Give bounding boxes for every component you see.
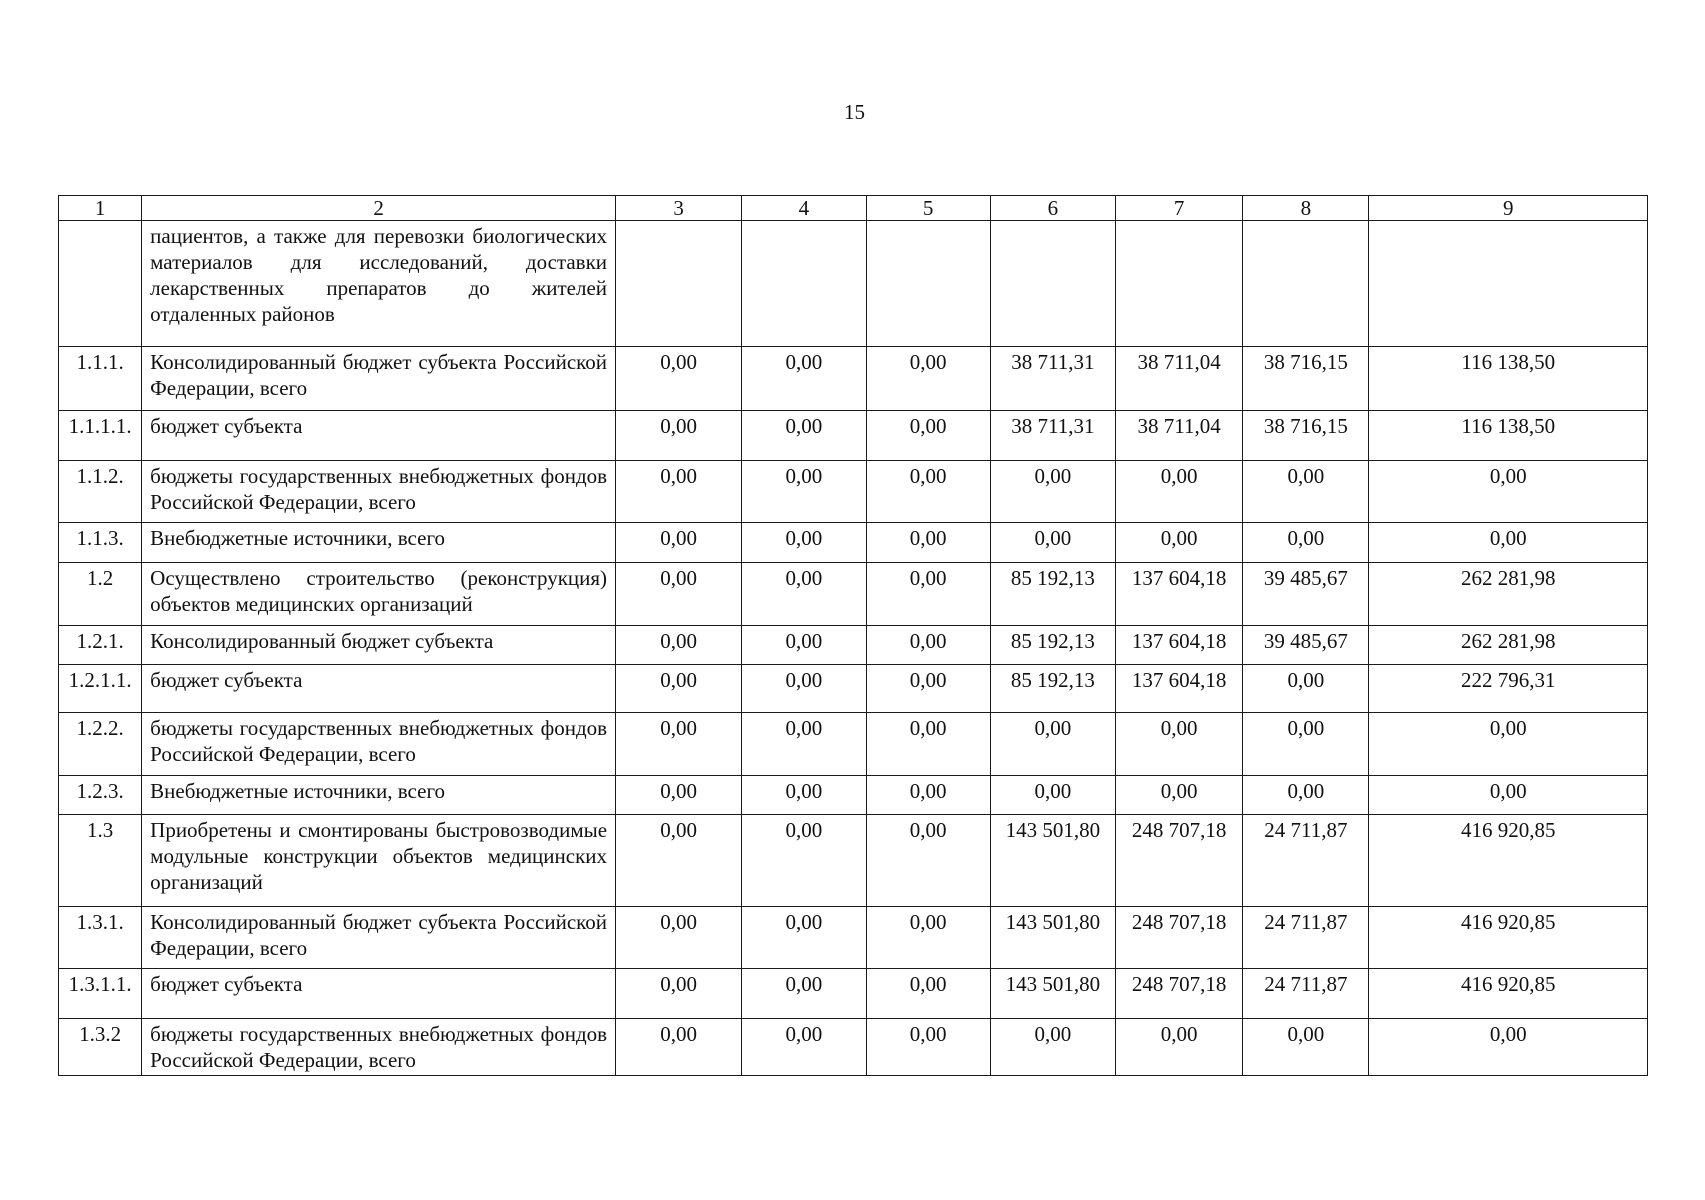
table-row	[59, 907, 1648, 969]
value-cell: 39 485,67	[1243, 563, 1369, 626]
value-cell: 0,00	[1115, 776, 1242, 815]
value-cell: 0,00	[866, 665, 990, 713]
value-cell: 0,00	[866, 411, 990, 461]
value-cell: 0,00	[1243, 523, 1369, 563]
value-cell: 38 711,04	[1115, 347, 1242, 411]
value-cell: 0,00	[616, 907, 742, 969]
value-cell: 0,00	[616, 713, 742, 776]
value-cell: 248 707,18	[1115, 907, 1242, 969]
value-cell: 39 485,67	[1243, 626, 1369, 665]
value-cell: 0,00	[866, 776, 990, 815]
value-cell: 0,00	[742, 347, 866, 411]
value-cell: 0,00	[866, 626, 990, 665]
row-description: Консолидированный бюджет субъекта Российской Федерации, всего	[142, 347, 616, 411]
value-cell: 0,00	[1369, 713, 1648, 776]
value-cell: 262 281,98	[1369, 563, 1648, 626]
value-cell: 0,00	[742, 411, 866, 461]
row-code: 1.3	[59, 815, 142, 907]
value-cell: 38 711,31	[990, 347, 1115, 411]
value-cell: 0,00	[866, 969, 990, 1019]
row-code: 1.2.2.	[59, 713, 142, 776]
value-cell: 0,00	[1243, 1019, 1369, 1076]
value-cell	[616, 221, 742, 347]
value-cell: 85 192,13	[990, 563, 1115, 626]
value-cell: 416 920,85	[1369, 815, 1648, 907]
value-cell: 24 711,87	[1243, 907, 1369, 969]
row-code: 1.1.2.	[59, 461, 142, 523]
value-cell	[1369, 221, 1648, 347]
value-cell: 38 716,15	[1243, 347, 1369, 411]
table-body	[59, 221, 1648, 1076]
value-cell: 0,00	[742, 776, 866, 815]
value-cell: 137 604,18	[1115, 563, 1242, 626]
value-cell	[866, 221, 990, 347]
value-cell: 0,00	[990, 523, 1115, 563]
value-cell: 24 711,87	[1243, 969, 1369, 1019]
row-description: Приобретены и смонтированы быстровозводимые модульные конструкции объектов медицинских организаций	[142, 815, 616, 907]
value-cell: 0,00	[616, 815, 742, 907]
value-cell: 0,00	[616, 461, 742, 523]
value-cell: 0,00	[616, 969, 742, 1019]
value-cell: 222 796,31	[1369, 665, 1648, 713]
value-cell: 0,00	[742, 907, 866, 969]
column-header: 3	[616, 196, 742, 221]
value-cell: 0,00	[866, 1019, 990, 1076]
column-header: 2	[142, 196, 616, 221]
row-code: 1.1.3.	[59, 523, 142, 563]
row-code: 1.1.1.1.	[59, 411, 142, 461]
row-description: бюджет субъекта	[142, 411, 616, 461]
value-cell: 0,00	[742, 969, 866, 1019]
table-row	[59, 626, 1648, 665]
column-header: 6	[990, 196, 1115, 221]
value-cell: 0,00	[742, 563, 866, 626]
value-cell: 0,00	[866, 815, 990, 907]
value-cell: 416 920,85	[1369, 907, 1648, 969]
value-cell: 38 711,31	[990, 411, 1115, 461]
value-cell: 0,00	[616, 347, 742, 411]
row-code	[59, 221, 142, 347]
value-cell	[1243, 221, 1369, 347]
row-code: 1.2.3.	[59, 776, 142, 815]
value-cell: 24 711,87	[1243, 815, 1369, 907]
value-cell: 137 604,18	[1115, 626, 1242, 665]
column-header: 8	[1243, 196, 1369, 221]
row-code: 1.1.1.	[59, 347, 142, 411]
column-header: 9	[1369, 196, 1648, 221]
value-cell: 0,00	[742, 461, 866, 523]
value-cell	[742, 221, 866, 347]
value-cell: 0,00	[866, 713, 990, 776]
column-header: 5	[866, 196, 990, 221]
row-description: бюджеты государственных внебюджетных фондов Российской Федерации, всего	[142, 461, 616, 523]
table-row	[59, 563, 1648, 626]
value-cell: 0,00	[1243, 713, 1369, 776]
value-cell: 248 707,18	[1115, 969, 1242, 1019]
value-cell: 0,00	[1115, 523, 1242, 563]
value-cell: 0,00	[742, 1019, 866, 1076]
table-row	[59, 221, 1648, 347]
header-row	[59, 196, 1648, 221]
value-cell	[1115, 221, 1242, 347]
value-cell: 85 192,13	[990, 665, 1115, 713]
value-cell: 0,00	[1115, 461, 1242, 523]
value-cell: 0,00	[616, 626, 742, 665]
table-row	[59, 665, 1648, 713]
row-description: бюджеты государственных внебюджетных фондов Российской Федерации, всего	[142, 1019, 616, 1076]
value-cell: 0,00	[1369, 523, 1648, 563]
row-description: Внебюджетные источники, всего	[142, 776, 616, 815]
value-cell: 0,00	[742, 815, 866, 907]
table-row	[59, 969, 1648, 1019]
value-cell: 38 716,15	[1243, 411, 1369, 461]
value-cell: 0,00	[616, 1019, 742, 1076]
row-code: 1.3.1.	[59, 907, 142, 969]
value-cell: 0,00	[742, 713, 866, 776]
table-row	[59, 461, 1648, 523]
row-description: Консолидированный бюджет субъекта	[142, 626, 616, 665]
table-row	[59, 411, 1648, 461]
value-cell: 0,00	[866, 907, 990, 969]
value-cell: 0,00	[1243, 776, 1369, 815]
row-description: Консолидированный бюджет субъекта Российской Федерации, всего	[142, 907, 616, 969]
value-cell: 0,00	[990, 461, 1115, 523]
value-cell: 0,00	[990, 776, 1115, 815]
column-header: 1	[59, 196, 142, 221]
budget-table	[58, 195, 1648, 1076]
row-description: бюджет субъекта	[142, 665, 616, 713]
value-cell: 143 501,80	[990, 907, 1115, 969]
value-cell: 0,00	[616, 523, 742, 563]
value-cell: 116 138,50	[1369, 411, 1648, 461]
row-description: бюджет субъекта	[142, 969, 616, 1019]
row-description: бюджеты государственных внебюджетных фондов Российской Федерации, всего	[142, 713, 616, 776]
value-cell: 416 920,85	[1369, 969, 1648, 1019]
table-row	[59, 523, 1648, 563]
value-cell: 0,00	[616, 665, 742, 713]
value-cell: 0,00	[616, 411, 742, 461]
value-cell: 0,00	[866, 347, 990, 411]
row-code: 1.2	[59, 563, 142, 626]
value-cell: 38 711,04	[1115, 411, 1242, 461]
table-row	[59, 713, 1648, 776]
value-cell	[990, 221, 1115, 347]
value-cell: 0,00	[1243, 665, 1369, 713]
value-cell: 0,00	[866, 461, 990, 523]
value-cell: 0,00	[1115, 1019, 1242, 1076]
value-cell: 143 501,80	[990, 969, 1115, 1019]
value-cell: 0,00	[866, 563, 990, 626]
value-cell: 0,00	[616, 776, 742, 815]
value-cell: 248 707,18	[1115, 815, 1242, 907]
value-cell: 0,00	[742, 626, 866, 665]
value-cell: 0,00	[990, 713, 1115, 776]
table-row	[59, 776, 1648, 815]
column-header: 4	[742, 196, 866, 221]
value-cell: 262 281,98	[1369, 626, 1648, 665]
value-cell: 0,00	[616, 563, 742, 626]
value-cell: 85 192,13	[990, 626, 1115, 665]
value-cell: 143 501,80	[990, 815, 1115, 907]
table-row	[59, 347, 1648, 411]
row-code: 1.2.1.1.	[59, 665, 142, 713]
value-cell: 0,00	[1243, 461, 1369, 523]
value-cell: 0,00	[1369, 461, 1648, 523]
value-cell: 0,00	[742, 665, 866, 713]
value-cell: 116 138,50	[1369, 347, 1648, 411]
row-description: Внебюджетные источники, всего	[142, 523, 616, 563]
row-code: 1.3.1.1.	[59, 969, 142, 1019]
value-cell: 0,00	[1369, 776, 1648, 815]
row-code: 1.3.2	[59, 1019, 142, 1076]
value-cell: 0,00	[1369, 1019, 1648, 1076]
value-cell: 0,00	[866, 523, 990, 563]
value-cell: 137 604,18	[1115, 665, 1242, 713]
page-number: 15	[844, 100, 865, 124]
table-row	[59, 1019, 1648, 1076]
value-cell: 0,00	[1115, 713, 1242, 776]
value-cell: 0,00	[742, 523, 866, 563]
table-row	[59, 815, 1648, 907]
row-description: пациентов, а также для перевозки биологических материалов для исследований, доставки лекарственных препаратов до жителей отдаленных районов	[142, 221, 616, 347]
row-code: 1.2.1.	[59, 626, 142, 665]
row-description: Осуществлено строительство (реконструкция) объектов медицинских организаций	[142, 563, 616, 626]
value-cell: 0,00	[990, 1019, 1115, 1076]
column-header: 7	[1115, 196, 1242, 221]
